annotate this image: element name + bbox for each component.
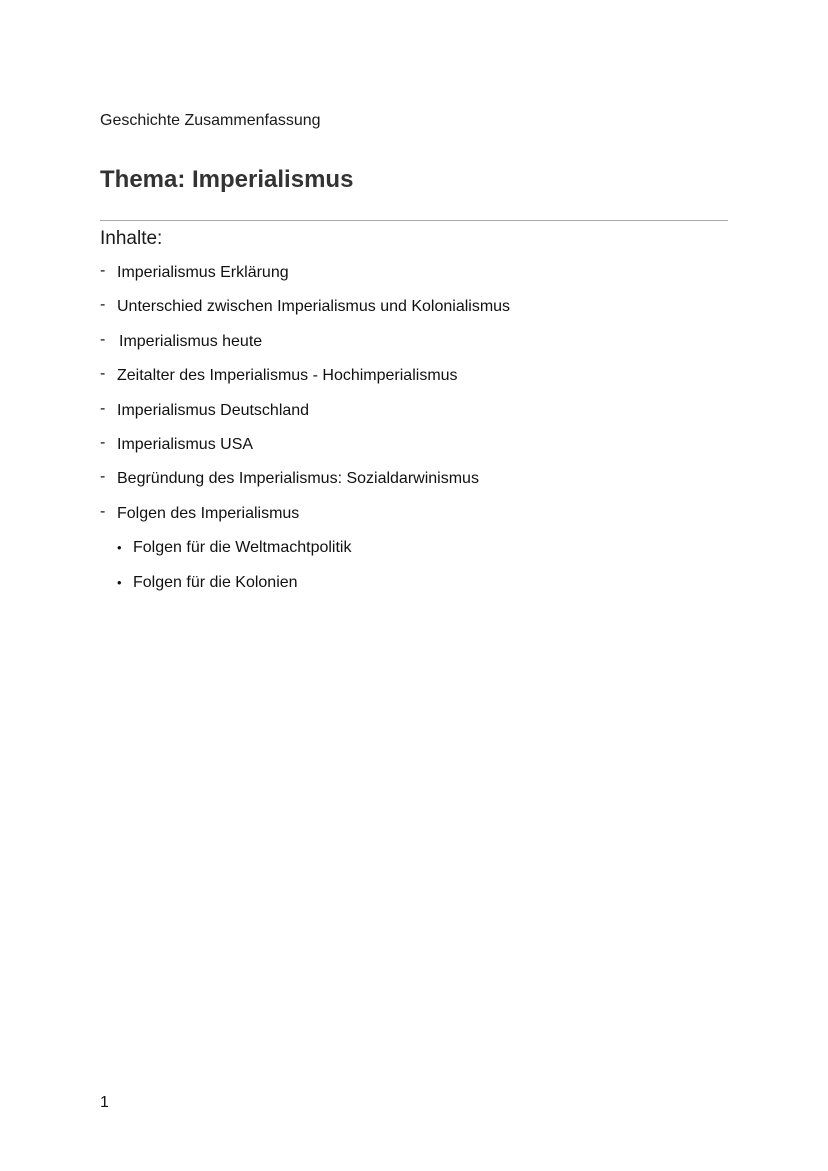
dash-marker: - [100, 330, 106, 348]
list-item-label: Imperialismus USA [117, 435, 254, 453]
list-item-label: Imperialismus Deutschland [117, 401, 310, 419]
list-item-label: Imperialismus heute [119, 332, 263, 350]
dash-marker: - [100, 468, 106, 486]
bullet-marker: • [117, 574, 122, 590]
list-item-label: Unterschied zwischen Imperialismus und Kolonialismus [117, 298, 511, 316]
dash-marker: - [100, 502, 106, 520]
list-item-label: Imperialismus Erklärung [117, 264, 289, 281]
dash-marker: - [100, 365, 106, 383]
sub-list-item-label: Folgen für die Kolonien [133, 573, 298, 591]
dash-marker: - [100, 262, 106, 279]
list-item-label: Begründung des Imperialismus: Sozialdarwinismus [117, 470, 479, 488]
subject-line: Geschichte Zusammenfassung [100, 112, 321, 129]
page-number: 1 [100, 1094, 109, 1111]
list-item-label: Folgen des Imperialismus [117, 504, 300, 522]
dash-marker: - [100, 433, 106, 451]
contents-heading: Inhalte: [100, 228, 163, 249]
dash-marker: - [100, 399, 106, 417]
bullet-marker: • [117, 540, 122, 556]
page-title: Thema: Imperialismus [100, 166, 354, 193]
list-item-label: Zeitalter des Imperialismus - Hochimperialismus [117, 367, 458, 385]
title-divider [100, 220, 728, 221]
sub-list-item-label: Folgen für die Weltmachtpolitik [133, 539, 352, 557]
dash-marker: - [100, 296, 106, 314]
